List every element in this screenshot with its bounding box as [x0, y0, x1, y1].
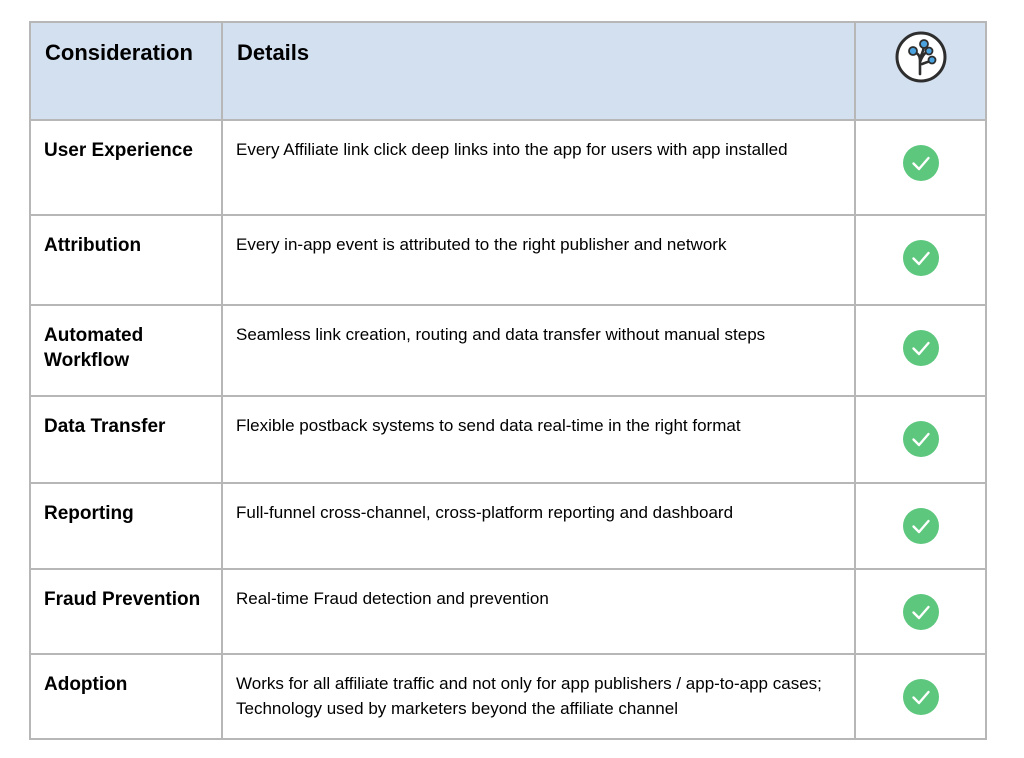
details-cell: Flexible postback systems to send data real-time in the right format — [222, 396, 855, 483]
table-row — [30, 483, 986, 569]
supported-cell — [855, 654, 986, 739]
consideration-cell: Reporting — [30, 483, 222, 569]
consideration-cell: Attribution — [30, 215, 222, 305]
header-consideration: Consideration — [30, 22, 222, 120]
supported-cell — [855, 305, 986, 396]
supported-cell — [855, 120, 986, 215]
table-row — [30, 215, 986, 305]
supported-cell — [855, 396, 986, 483]
checkmark-circle-icon — [903, 240, 939, 276]
checkmark-circle-icon — [903, 145, 939, 181]
checkmark-circle-icon — [903, 679, 939, 715]
details-cell: Full-funnel cross-channel, cross-platform reporting and dashboard — [222, 483, 855, 569]
details-cell: Real-time Fraud detection and prevention — [222, 569, 855, 654]
supported-cell — [855, 483, 986, 569]
details-cell: Works for all affiliate traffic and not only for app publishers / app-to-app cases; Technology used by marketers beyond the affiliate channel — [222, 654, 855, 739]
consideration-cell: Data Transfer — [30, 396, 222, 483]
details-cell: Every Affiliate link click deep links into the app for users with app installed — [222, 120, 855, 215]
supported-cell — [855, 215, 986, 305]
consideration-cell: Automated Workflow — [30, 305, 222, 396]
details-cell: Every in-app event is attributed to the right publisher and network — [222, 215, 855, 305]
checkmark-circle-icon — [903, 330, 939, 366]
header-logo-cell — [855, 22, 986, 120]
table-row — [30, 396, 986, 483]
table-row — [30, 120, 986, 215]
checkmark-circle-icon — [903, 594, 939, 630]
checkmark-circle-icon — [903, 508, 939, 544]
header-details: Details — [222, 22, 855, 120]
table-header-row — [30, 22, 986, 120]
tree-logo-icon — [894, 30, 948, 84]
consideration-cell: Fraud Prevention — [30, 569, 222, 654]
consideration-cell: User Experience — [30, 120, 222, 215]
checkmark-circle-icon — [903, 421, 939, 457]
details-cell: Seamless link creation, routing and data transfer without manual steps — [222, 305, 855, 396]
consideration-cell: Adoption — [30, 654, 222, 739]
supported-cell — [855, 569, 986, 654]
table-row — [30, 654, 986, 739]
comparison-table — [29, 21, 987, 740]
table-row — [30, 305, 986, 396]
table-row — [30, 569, 986, 654]
